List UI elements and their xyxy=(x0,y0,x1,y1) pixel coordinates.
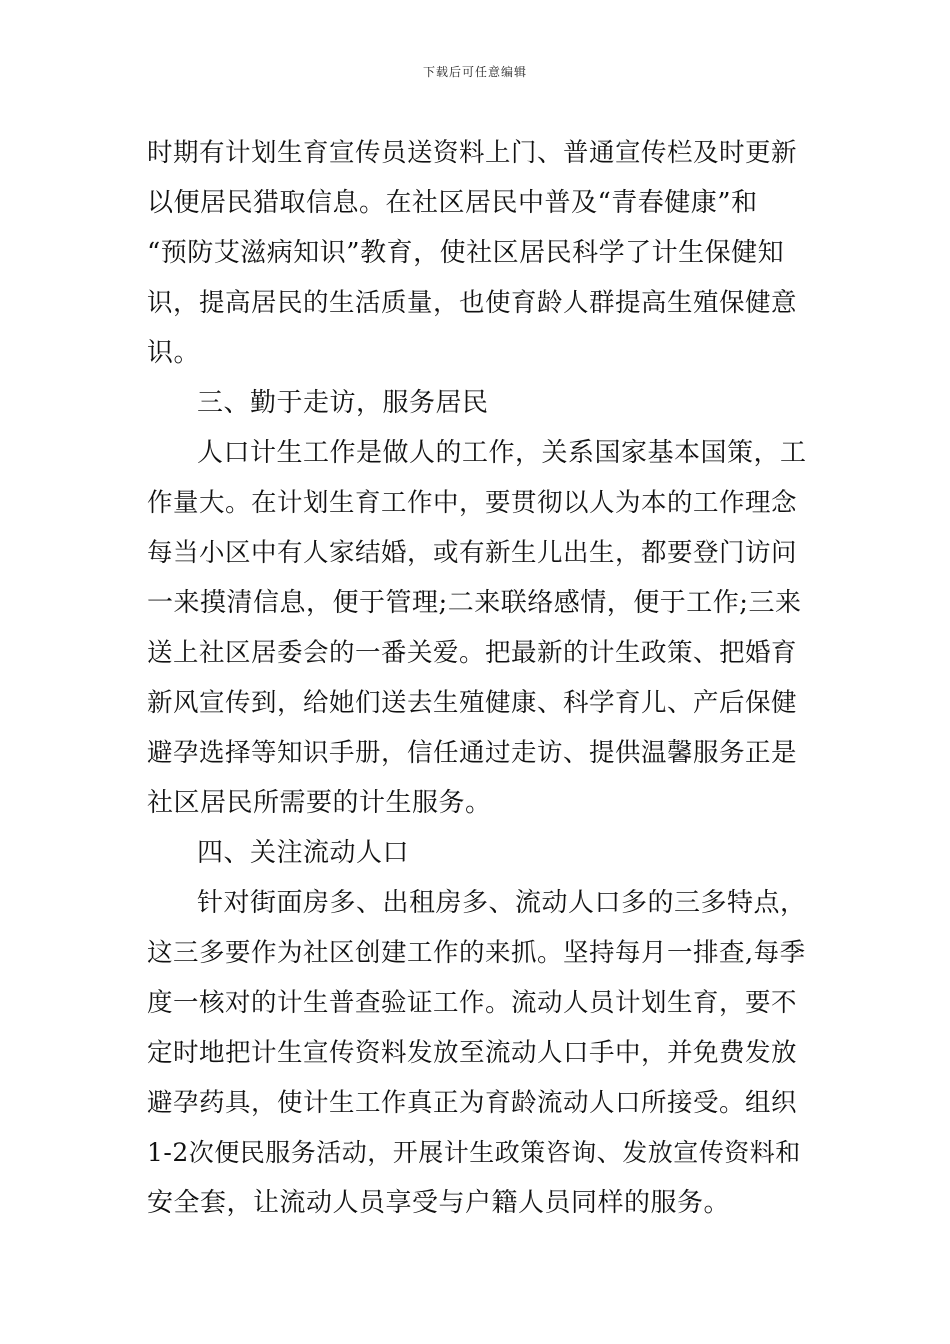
text-line: 送上社区居委会的一番关爱。把最新的计生政策、把婚育 xyxy=(147,638,798,668)
text-line: 识。 xyxy=(147,338,201,368)
page-header: 下载后可任意编辑 xyxy=(422,65,527,79)
text-line: 避孕选择等知识手册，信任通过走访、提供温馨服务正是 xyxy=(147,738,798,768)
text-line: 作量大。在计划生育工作中，要贯彻以人为本的工作理念 xyxy=(147,488,798,518)
text-line: 人口计生工作是做人的工作，关系国家基本国策，工 xyxy=(197,438,807,468)
text-line: 这三多要作为社区创建工作的来抓。坚持每月一排查,每季 xyxy=(147,938,806,968)
text-line: “预防艾滋病知识”教育，使社区居民科学了计生保健知 xyxy=(147,238,785,268)
text-line: 定时地把计生宣传资料发放至流动人口手中，并免费发放 xyxy=(147,1038,798,1068)
text-line: 以便居民猎取信息。在社区居民中普及“青春健康”和 xyxy=(147,188,758,218)
body-text xyxy=(147,128,807,1228)
text-line: 识，提高居民的生活质量，也使育龄人群提高生殖保健意 xyxy=(147,288,798,318)
text-line: 新风宣传到，给她们送去生殖健康、科学育儿、产后保健 xyxy=(147,688,798,718)
text-line: 三、勤于走访，服务居民 xyxy=(197,388,489,418)
text-line: 一来摸清信息，便于管理;二来联络感情，便于工作;三来 xyxy=(147,588,802,618)
text-line: 社区居民所需要的计生服务。 xyxy=(147,788,492,818)
text-line: 针对街面房多、出租房多、流动人口多的三多特点， xyxy=(197,888,807,918)
text-line: 四、关注流动人口 xyxy=(197,838,410,868)
text-line: 每当小区中有人家结婚，或有新生儿出生，都要登门访问 xyxy=(147,538,798,568)
text-line: 度一核对的计生普查验证工作。流动人员计划生育，要不 xyxy=(147,988,798,1018)
text-line: 避孕药具，使计生工作真正为育龄流动人口所接受。组织 xyxy=(147,1088,798,1118)
text-line: 1-2次便民服务活动，开展计生政策咨询、发放宣传资料和 xyxy=(147,1138,801,1167)
text-line: 时期有计划生育宣传员送资料上门、普通宣传栏及时更新 xyxy=(147,138,798,168)
text-line: 安全套，让流动人员享受与户籍人员同样的服务。 xyxy=(147,1188,731,1218)
